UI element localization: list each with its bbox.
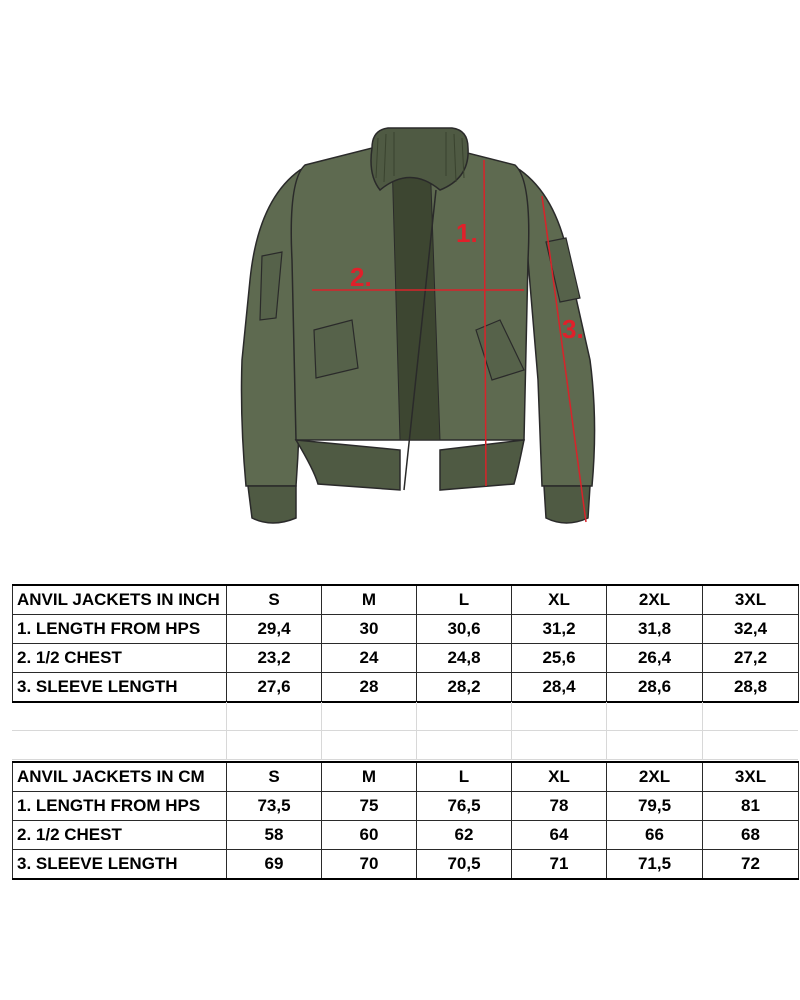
table-cell: 25,6 [512,644,607,673]
table-row [13,792,799,821]
table-cell: 32,4 [703,615,799,644]
table-cell: 30 [322,615,417,644]
empty-row [12,731,798,760]
row-label: 1. LENGTH FROM HPS [13,792,227,821]
size-header: M [322,762,417,792]
size-header: 2XL [607,585,703,615]
table-cell: 31,8 [607,615,703,644]
table-cell: 71,5 [607,850,703,880]
table-title: ANVIL JACKETS IN CM [13,762,227,792]
size-header: XL [512,585,607,615]
left-pocket [314,320,358,378]
size-header: L [417,585,512,615]
size-header: L [417,762,512,792]
table-cell: 73,5 [227,792,322,821]
row-label: 2. 1/2 CHEST [13,821,227,850]
table-cell: 72 [703,850,799,880]
marker-length: 1. [456,218,478,248]
table-cell: 75 [322,792,417,821]
size-header: 3XL [703,585,799,615]
table-cell: 78 [512,792,607,821]
table-title: ANVIL JACKETS IN INCH [13,585,227,615]
row-label: 3. SLEEVE LENGTH [13,850,227,880]
left-cuff [248,486,296,523]
empty-rows [12,702,798,760]
size-table-inch [12,584,799,703]
table-cell: 76,5 [417,792,512,821]
row-label: 3. SLEEVE LENGTH [13,673,227,703]
empty-row [12,702,798,731]
table-cell: 66 [607,821,703,850]
size-table-cm [12,761,799,880]
size-header: XL [512,762,607,792]
table-cell: 29,4 [227,615,322,644]
table-cell: 28,6 [607,673,703,703]
size-header: S [227,762,322,792]
table-cell: 62 [417,821,512,850]
size-header: 3XL [703,762,799,792]
table-cell: 24 [322,644,417,673]
table-cell: 81 [703,792,799,821]
table-cell: 60 [322,821,417,850]
table-row [13,644,799,673]
table-row [13,673,799,703]
table-cell: 69 [227,850,322,880]
size-header: 2XL [607,762,703,792]
table-cell: 71 [512,850,607,880]
waistband-right [440,440,524,490]
size-header: M [322,585,417,615]
marker-chest: 2. [350,262,372,292]
table-cell: 30,6 [417,615,512,644]
table-cell: 31,2 [512,615,607,644]
table-row [13,615,799,644]
table-cell: 27,6 [227,673,322,703]
table-cell: 70,5 [417,850,512,880]
table-header-row [13,585,799,615]
table-row [13,821,799,850]
table-cell: 28,4 [512,673,607,703]
table-cell: 79,5 [607,792,703,821]
table-cell: 68 [703,821,799,850]
table-cell: 64 [512,821,607,850]
table-header-row [13,762,799,792]
table-cell: 58 [227,821,322,850]
table-cell: 24,8 [417,644,512,673]
table-cell: 23,2 [227,644,322,673]
row-label: 1. LENGTH FROM HPS [13,615,227,644]
table-cell: 28,2 [417,673,512,703]
table-cell: 70 [322,850,417,880]
table-cell: 28,8 [703,673,799,703]
row-label: 2. 1/2 CHEST [13,644,227,673]
table-row [13,850,799,880]
table-cell: 28 [322,673,417,703]
waistband [296,440,400,490]
table-cell: 27,2 [703,644,799,673]
size-header: S [227,585,322,615]
marker-sleeve: 3. [562,314,584,344]
table-cell: 26,4 [607,644,703,673]
